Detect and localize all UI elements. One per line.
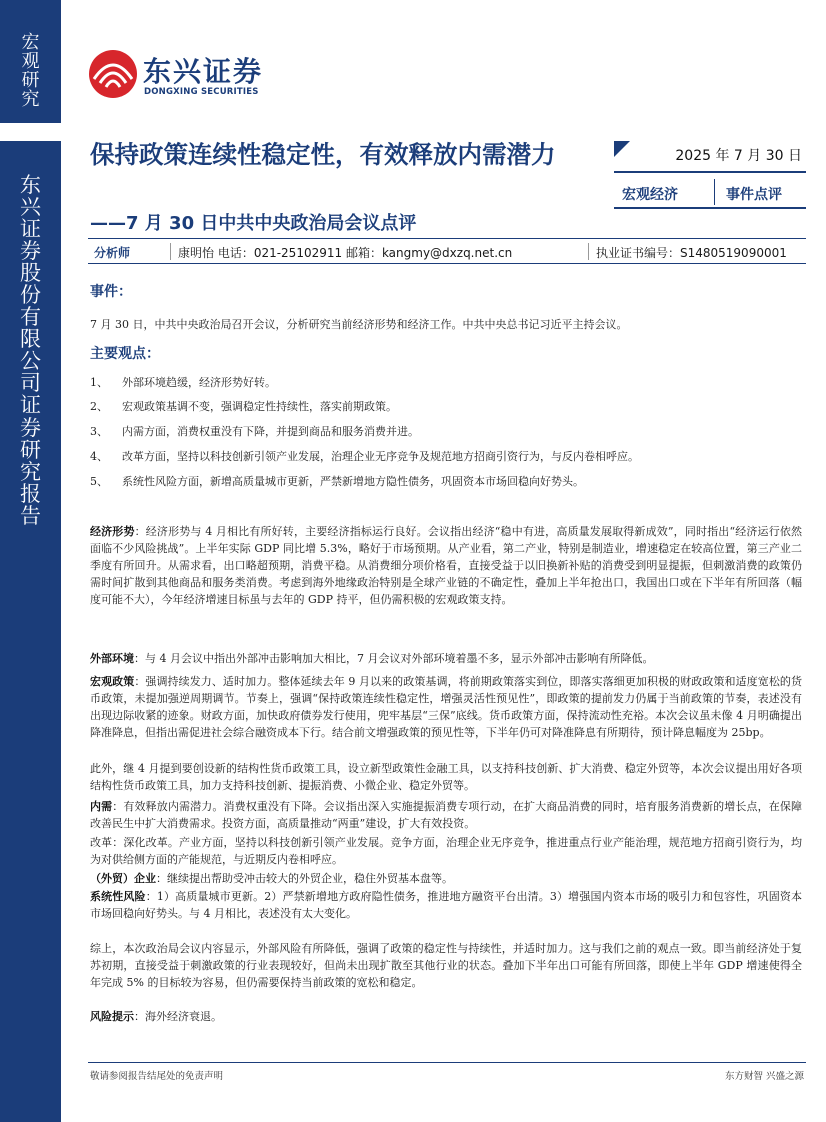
para-economy: 经济形势：经济形势与 4 月相比有所好转，主要经济指标运行良好。会议指出经济“稳中有进，高质量发展取得新成效”，同时指出“经济运行依然面临不少风险挑战”。上半年实际 GDP 同比增 5.3%，略好于市场预期。从产业看，第二产业，特别是制造业，增速稳定在较高位置，第三产业二季度有所回升。从需求看，出口略超预期，消费平稳。从消费细分项价格看，直接受益于以旧换新补贴的消费受到明显提振，但刺激消费的政策仍需时间扩散到其他商品和服务类消费。考虑到海外地缘政治特别是全球产业链的不确定性，叠加上半年抢出口，我国出口或在下半年有所回落（幅度可能不大），今年经济增速目标虽与去年的 GDP 持平，但仍需积极的宏观政策支持。: [90, 525, 802, 606]
para-warning: 风险提示：海外经济衰退。: [90, 1010, 222, 1023]
list-item: 5、 系统性风险方面，新增高质量城市更新，严禁新增地方隐性债务，巩固资本市场回稳向好势头。: [90, 475, 584, 488]
analyst-bar: [88, 238, 806, 264]
logo-text-en: DONGXING SECURITIES: [144, 87, 259, 97]
company-logo: [88, 44, 288, 104]
side-char: 券: [20, 415, 41, 440]
footer-slogan: 东方财智 兴盛之源: [724, 1071, 804, 1082]
report-date: 2025 年 7 月 30 日: [675, 148, 802, 164]
para-reform: 改革：深化改革。产业方面，坚持以科技创新引领产业发展。竞争方面，治理企业无序竞争，推进重点行业产能治理，规范地方招商引资行为，均为对供给侧方面的产能规范，与近期反内卷相呼应。: [90, 836, 802, 866]
side-char: 东: [20, 173, 41, 197]
divider: [614, 171, 806, 173]
footer-divider: [88, 1062, 806, 1063]
divider: [588, 243, 589, 260]
corner-triangle-icon: [614, 141, 630, 157]
para-macro: 宏观政策：强调持续发力、适时加力。整体延续去年 9 月以来的政策基调，将前期政策落实到位，即落实落细更加积极的财政政策和适度宽松的货币政策，未提加强逆周期调节。节奏上，强调“保持政策连续性稳定性，增强灵活性预见性”，即政策的提前发力仍属于当前政策的节奏，表述没有出现边际收紧的迹象。财政方面，加快政府债券发行使用，兜牢基层“三保”底线。货币政策方面，保持流动性充裕。本次会议虽未像 4 月明确提出降准降息，但指出需促进社会综合融资成本下行。结合前文增强政策的预见性等，下半年仍可对降准降息有所期待，预计降息幅度为 25bp。: [90, 675, 802, 739]
para-external: 外部环境：与 4 月会议中指出外部冲击影响加大相比，7 月会议对外部环境着墨不多，显示外部冲击影响有所降低。: [90, 652, 654, 665]
para-risk: 系统性风险：1）高质量城市更新。2）严禁新增地方政府隐性债务，推进地方融资平台出清。3）增强国内资本市场的吸引力和包容性，巩固资本市场回稳向好势头。与 4 月相比，表述没有太大变化。: [90, 890, 802, 920]
divider: [614, 207, 806, 209]
analyst-detail: 康明怡 电话：021-25102911 邮箱：kangmy@dxzq.net.cn: [178, 246, 513, 260]
side-char: 证: [20, 393, 41, 418]
side-char: 份: [20, 283, 41, 308]
side-char: 告: [20, 503, 41, 528]
report-info-box: [614, 141, 806, 208]
divider: [714, 179, 715, 205]
para-summary: 综上，本次政治局会议内容显示，外部风险有所降低，强调了政策的稳定性与持续性，并适时加力。这与我们之前的观点一致。即当前经济处于复苏初期，直接受益于刺激政策的行业表现较好，但尚未出现扩散至其他行业的状态。叠加下半年出口可能有所回落，即使上半年 GDP 增速使得全年完成 5% 的目标较为容易，但仍需要保持当前政策的宽松和稳定。: [90, 942, 802, 989]
side-char: 限: [20, 327, 41, 352]
list-item: 1、 外部环境趋缓，经济形势好转。: [90, 376, 276, 389]
side-char: 司: [20, 371, 41, 396]
side-char: 观: [21, 50, 40, 72]
analyst-label: 分析师: [94, 246, 131, 260]
side-category-label: [0, 34, 61, 110]
tag-macro-economy: 宏观经济: [622, 187, 678, 203]
side-char: 究: [21, 88, 40, 110]
divider: [170, 243, 171, 260]
side-char: 股: [20, 261, 41, 286]
list-item: 4、 改革方面，坚持以科技创新引领产业发展，治理企业无序竞争及规范地方招商引资行为，与反内卷相呼应。: [90, 450, 639, 463]
views-heading: 主要观点：: [90, 346, 160, 362]
logo-mark-icon: [88, 49, 138, 99]
tag-event-review: 事件点评: [726, 187, 782, 203]
side-char: 券: [20, 239, 41, 264]
side-company-label: [0, 174, 61, 527]
side-char: 宏: [21, 32, 40, 53]
analyst-cert: 执业证书编号：S1480519090001: [596, 246, 787, 260]
para-demand: 内需：有效释放内需潜力。消费权重没有下降。会议指出深入实施提振消费专项行动，在扩大商品消费的同时，培育服务消费新的增长点，在保障改善民生中扩大消费需求。投资方面，高质量推动“两重”建设，扩大有效投资。: [90, 800, 803, 830]
side-char: 究: [20, 459, 41, 484]
event-text: 7 月 30 日，中共中央政治局召开会议，分析研究当前经济形势和经济工作。中共中央总书记习近平主持会议。: [90, 318, 628, 331]
side-char: 报: [20, 481, 41, 506]
side-char: 研: [21, 69, 40, 91]
side-char: 有: [20, 305, 41, 330]
para-trade: （外贸）企业：继续提出帮助受冲击较大的外贸企业，稳住外贸基本盘等。: [90, 872, 453, 885]
side-char: 证: [20, 217, 41, 242]
footer-disclaimer: 敬请参阅报告结尾处的免责声明: [90, 1071, 224, 1082]
logo-text-cn: 东兴证券: [143, 55, 264, 88]
list-item: 2、 宏观政策基调不变，强调稳定性持续性，落实前期政策。: [90, 400, 397, 413]
report-title: 保持政策连续性稳定性，有效释放内需潜力: [90, 140, 556, 169]
event-heading: 事件：: [90, 284, 132, 300]
para-structural: 此外，继 4 月提到要创设新的结构性货币政策工具，设立新型政策性金融工具，以支持科技创新、扩大消费、稳定外贸等，本次会议提出用好各项结构性货币政策工具，加力支持科技创新、提振消费、小微企业、稳定外贸等。: [90, 762, 802, 792]
report-subtitle: ——7 月 30 日中共中央政治局会议点评: [90, 213, 417, 234]
side-char: 公: [20, 349, 41, 374]
side-char: 兴: [20, 195, 41, 220]
side-char: 研: [20, 437, 41, 462]
list-item: 3、 内需方面，消费权重没有下降，并提到商品和服务消费并进。: [90, 425, 419, 438]
